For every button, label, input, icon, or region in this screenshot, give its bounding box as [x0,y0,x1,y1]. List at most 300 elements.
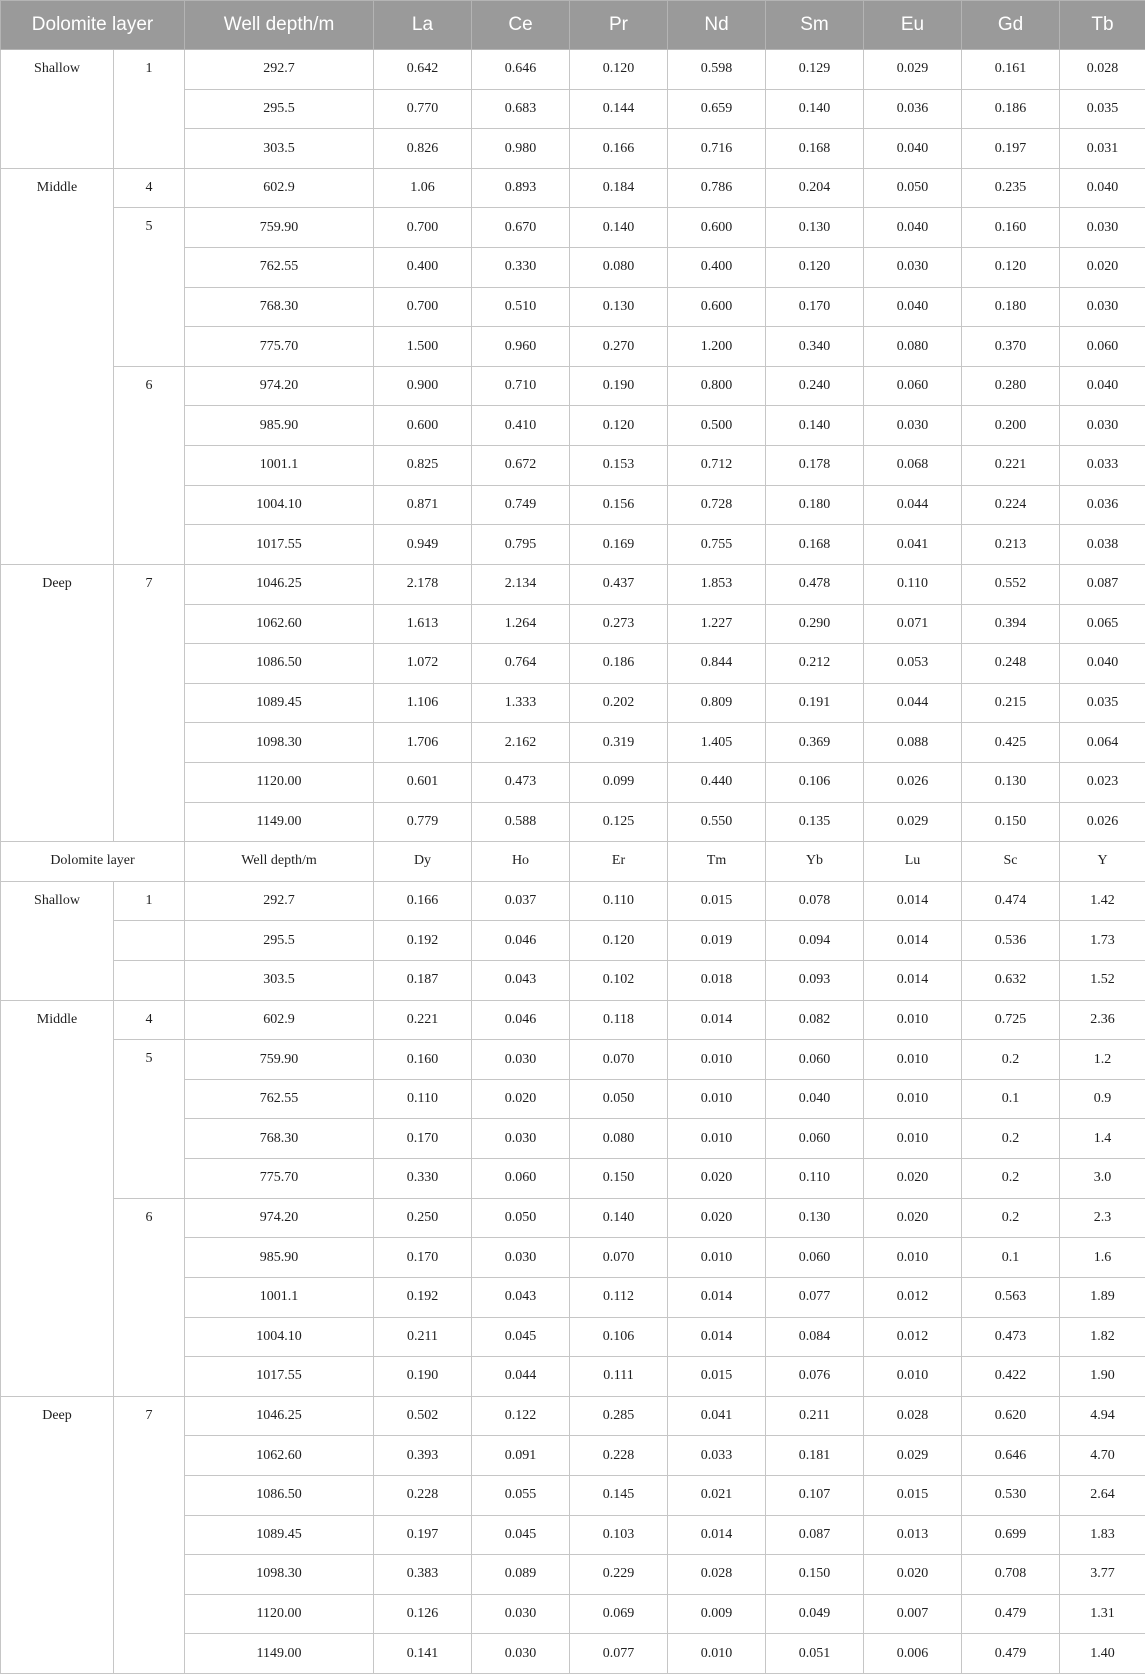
well-depth-cell: 1098.30 [185,1555,374,1595]
value-cell: 0.779 [374,802,472,842]
value-cell: 0.786 [668,168,766,208]
value-cell: 0.2 [962,1159,1060,1199]
value-cell: 0.728 [668,485,766,525]
value-cell: 0.221 [962,446,1060,486]
value-cell: 0.478 [766,564,864,604]
value-cell: 0.082 [766,1000,864,1040]
value-cell: 0.014 [668,1277,766,1317]
value-cell: 0.014 [864,881,962,921]
value-cell: 0.080 [570,1119,668,1159]
value-cell: 0.110 [374,1079,472,1119]
value-cell: 0.749 [472,485,570,525]
well-depth-cell: 303.5 [185,961,374,1001]
value-cell: 0.060 [766,1119,864,1159]
value-cell: 0.844 [668,644,766,684]
value-cell: 1.89 [1060,1277,1145,1317]
value-cell: 0.140 [766,89,864,129]
value-cell: 1.264 [472,604,570,644]
value-cell: 0.044 [472,1357,570,1397]
value-cell: 0.049 [766,1594,864,1634]
value-cell: 0.140 [766,406,864,446]
value-cell: 0.425 [962,723,1060,763]
value-cell: 0.141 [374,1634,472,1674]
value-cell: 0.202 [570,683,668,723]
value-cell: 0.010 [864,1119,962,1159]
value-cell: 0.093 [766,961,864,1001]
table-row [1,881,1145,921]
value-cell: 0.028 [1060,50,1145,90]
value-cell: 0.029 [864,50,962,90]
value-cell: 0.716 [668,129,766,169]
value-cell: 0.010 [864,1079,962,1119]
value-cell: 0.632 [962,961,1060,1001]
value-cell: 0.030 [1060,208,1145,248]
value-cell: 0.393 [374,1436,472,1476]
well-depth-cell: 1062.60 [185,1436,374,1476]
value-cell: 0.044 [864,683,962,723]
value-cell: 0.600 [668,287,766,327]
table-header-row [1,1,1145,50]
value-cell: 0.197 [962,129,1060,169]
layer-label-shallow: Shallow [1,881,114,1000]
value-cell: 0.030 [864,248,962,288]
value-cell: 1.106 [374,683,472,723]
value-cell: 0.273 [570,604,668,644]
value-cell: 1.613 [374,604,472,644]
value-cell: 2.162 [472,723,570,763]
table-body [1,50,1145,1674]
well-depth-cell: 292.7 [185,881,374,921]
value-cell: 0.473 [472,762,570,802]
value-cell: 0.659 [668,89,766,129]
value-cell: 1.31 [1060,1594,1145,1634]
value-cell: 0.006 [864,1634,962,1674]
value-cell: 0.129 [766,50,864,90]
value-cell: 0.120 [962,248,1060,288]
value-cell: 1.73 [1060,921,1145,961]
value-cell: 0.186 [570,644,668,684]
value-cell: 0.601 [374,762,472,802]
value-cell: 0.213 [962,525,1060,565]
value-cell: 0.250 [374,1198,472,1238]
value-cell: 0.020 [1060,248,1145,288]
value-cell: 0.015 [668,1357,766,1397]
value-cell: 0.140 [570,208,668,248]
layer-label-middle: Middle [1,1000,114,1396]
layer-label-middle: Middle [1,168,114,564]
value-cell: 0.078 [766,881,864,921]
value-cell: 2.3 [1060,1198,1145,1238]
value-cell: 0.700 [374,287,472,327]
value-cell: 0.009 [668,1594,766,1634]
value-cell: 0.043 [472,1277,570,1317]
value-cell: 0.089 [472,1555,570,1595]
value-cell: 0.190 [570,366,668,406]
value-cell: 0.094 [766,921,864,961]
value-cell: 0.014 [864,961,962,1001]
value-cell: 1.706 [374,723,472,763]
table-row [1,1396,1145,1436]
secondary-header-row [1,842,1145,882]
value-cell: 0.510 [472,287,570,327]
bed-number-empty [114,961,185,1001]
value-cell: 0.007 [864,1594,962,1634]
value-cell: 0.330 [472,248,570,288]
bed-number-b7: 7 [114,564,185,841]
value-cell: 0.340 [766,327,864,367]
value-cell: 0.041 [864,525,962,565]
subheader-sc: Sc [962,842,1060,882]
value-cell: 0.010 [668,1079,766,1119]
value-cell: 1.06 [374,168,472,208]
table-row [1,1198,1145,1238]
value-cell: 0.029 [864,1436,962,1476]
value-cell: 0.181 [766,1436,864,1476]
value-cell: 0.050 [864,168,962,208]
value-cell: 0.030 [472,1238,570,1278]
value-cell: 0.040 [864,208,962,248]
value-cell: 0.400 [668,248,766,288]
value-cell: 0.130 [766,208,864,248]
table-row [1,1000,1145,1040]
value-cell: 0.020 [864,1159,962,1199]
value-cell: 0.029 [864,802,962,842]
well-depth-cell: 295.5 [185,921,374,961]
well-depth-cell: 768.30 [185,287,374,327]
value-cell: 0.224 [962,485,1060,525]
value-cell: 1.2 [1060,1040,1145,1080]
value-cell: 0.699 [962,1515,1060,1555]
value-cell: 0.077 [570,1634,668,1674]
bed-number-b1: 1 [114,50,185,169]
value-cell: 0.186 [962,89,1060,129]
value-cell: 0.014 [864,921,962,961]
well-depth-cell: 985.90 [185,1238,374,1278]
value-cell: 4.70 [1060,1436,1145,1476]
value-cell: 0.050 [472,1198,570,1238]
value-cell: 0.150 [962,802,1060,842]
value-cell: 1.853 [668,564,766,604]
value-cell: 0.620 [962,1396,1060,1436]
value-cell: 0.770 [374,89,472,129]
value-cell: 0.949 [374,525,472,565]
value-cell: 0.020 [472,1079,570,1119]
value-cell: 0.014 [668,1317,766,1357]
value-cell: 0.106 [766,762,864,802]
value-cell: 0.755 [668,525,766,565]
value-cell: 0.871 [374,485,472,525]
value-cell: 1.52 [1060,961,1145,1001]
value-cell: 0.2 [962,1119,1060,1159]
value-cell: 0.036 [864,89,962,129]
value-cell: 0.980 [472,129,570,169]
well-depth-cell: 1004.10 [185,1317,374,1357]
value-cell: 0.248 [962,644,1060,684]
well-depth-cell: 1086.50 [185,644,374,684]
value-cell: 0.070 [570,1238,668,1278]
value-cell: 0.563 [962,1277,1060,1317]
value-cell: 3.0 [1060,1159,1145,1199]
value-cell: 0.588 [472,802,570,842]
value-cell: 0.280 [962,366,1060,406]
value-cell: 0.270 [570,327,668,367]
well-depth-cell: 295.5 [185,89,374,129]
value-cell: 0.235 [962,168,1060,208]
value-cell: 0.060 [864,366,962,406]
value-cell: 0.330 [374,1159,472,1199]
value-cell: 0.1 [962,1238,1060,1278]
value-cell: 0.130 [570,287,668,327]
value-cell: 0.190 [374,1357,472,1397]
bed-number-b6: 6 [114,366,185,564]
value-cell: 0.107 [766,1475,864,1515]
value-cell: 1.4 [1060,1119,1145,1159]
value-cell: 0.028 [864,1396,962,1436]
value-cell: 0.9 [1060,1079,1145,1119]
table-row [1,921,1145,961]
value-cell: 0.646 [472,50,570,90]
value-cell: 0.087 [1060,564,1145,604]
value-cell: 0.088 [864,723,962,763]
header-gd: Gd [962,1,1060,50]
value-cell: 0.110 [570,881,668,921]
value-cell: 0.500 [668,406,766,446]
value-cell: 0.319 [570,723,668,763]
value-cell: 0.394 [962,604,1060,644]
value-cell: 0.184 [570,168,668,208]
value-cell: 0.103 [570,1515,668,1555]
value-cell: 0.038 [1060,525,1145,565]
value-cell: 0.2 [962,1040,1060,1080]
table-row [1,1040,1145,1080]
header-ce: Ce [472,1,570,50]
value-cell: 0.192 [374,1277,472,1317]
value-cell: 4.94 [1060,1396,1145,1436]
well-depth-cell: 974.20 [185,366,374,406]
value-cell: 0.040 [864,129,962,169]
value-cell: 0.479 [962,1634,1060,1674]
value-cell: 0.211 [374,1317,472,1357]
value-cell: 0.166 [570,129,668,169]
value-cell: 0.215 [962,683,1060,723]
value-cell: 0.015 [668,881,766,921]
header-pr: Pr [570,1,668,50]
subheader-dolomite-layer: Dolomite layer [1,842,185,882]
bed-number-empty [114,921,185,961]
value-cell: 0.683 [472,89,570,129]
layer-label-deep: Deep [1,564,114,841]
value-cell: 0.474 [962,881,1060,921]
bed-number-b5: 5 [114,208,185,366]
value-cell: 0.010 [668,1238,766,1278]
value-cell: 0.071 [864,604,962,644]
value-cell: 0.180 [766,485,864,525]
value-cell: 0.110 [766,1159,864,1199]
value-cell: 2.134 [472,564,570,604]
value-cell: 0.112 [570,1277,668,1317]
value-cell: 0.012 [864,1277,962,1317]
subheader-ho: Ho [472,842,570,882]
value-cell: 0.020 [864,1198,962,1238]
well-depth-cell: 303.5 [185,129,374,169]
value-cell: 0.160 [962,208,1060,248]
value-cell: 0.040 [1060,366,1145,406]
subheader-y: Y [1060,842,1145,882]
value-cell: 0.1 [962,1079,1060,1119]
value-cell: 0.670 [472,208,570,248]
value-cell: 0.055 [472,1475,570,1515]
bed-number-b6: 6 [114,1198,185,1396]
value-cell: 0.809 [668,683,766,723]
value-cell: 0.010 [864,1357,962,1397]
value-cell: 0.010 [668,1119,766,1159]
value-cell: 0.550 [668,802,766,842]
table-row [1,564,1145,604]
value-cell: 0.013 [864,1515,962,1555]
value-cell: 1.200 [668,327,766,367]
value-cell: 0.161 [962,50,1060,90]
value-cell: 0.290 [766,604,864,644]
value-cell: 0.437 [570,564,668,604]
value-cell: 0.144 [570,89,668,129]
value-cell: 0.065 [1060,604,1145,644]
value-cell: 0.228 [374,1475,472,1515]
value-cell: 0.166 [374,881,472,921]
value-cell: 0.040 [864,287,962,327]
value-cell: 0.060 [766,1238,864,1278]
well-depth-cell: 1001.1 [185,1277,374,1317]
value-cell: 0.145 [570,1475,668,1515]
value-cell: 0.077 [766,1277,864,1317]
bed-number-b1: 1 [114,881,185,921]
value-cell: 0.900 [374,366,472,406]
bed-number-b4: 4 [114,168,185,208]
value-cell: 0.228 [570,1436,668,1476]
well-depth-cell: 1017.55 [185,525,374,565]
well-depth-cell: 1149.00 [185,1634,374,1674]
value-cell: 0.064 [1060,723,1145,763]
well-depth-cell: 1017.55 [185,1357,374,1397]
well-depth-cell: 762.55 [185,248,374,288]
value-cell: 0.026 [1060,802,1145,842]
value-cell: 0.068 [864,446,962,486]
well-depth-cell: 1149.00 [185,802,374,842]
value-cell: 0.053 [864,644,962,684]
value-cell: 0.126 [374,1594,472,1634]
value-cell: 1.500 [374,327,472,367]
value-cell: 0.080 [570,248,668,288]
value-cell: 0.030 [1060,406,1145,446]
value-cell: 0.473 [962,1317,1060,1357]
well-depth-cell: 1062.60 [185,604,374,644]
value-cell: 0.051 [766,1634,864,1674]
value-cell: 0.160 [374,1040,472,1080]
well-depth-cell: 1120.00 [185,1594,374,1634]
well-depth-cell: 1089.45 [185,1515,374,1555]
value-cell: 0.060 [472,1159,570,1199]
value-cell: 0.400 [374,248,472,288]
value-cell: 0.204 [766,168,864,208]
well-depth-cell: 759.90 [185,1040,374,1080]
value-cell: 0.710 [472,366,570,406]
value-cell: 0.069 [570,1594,668,1634]
value-cell: 0.070 [570,1040,668,1080]
value-cell: 0.700 [374,208,472,248]
value-cell: 0.080 [864,327,962,367]
value-cell: 0.020 [864,1555,962,1595]
value-cell: 0.010 [668,1040,766,1080]
value-cell: 0.041 [668,1396,766,1436]
value-cell: 0.030 [472,1119,570,1159]
value-cell: 0.045 [472,1515,570,1555]
subheader-yb: Yb [766,842,864,882]
value-cell: 0.170 [766,287,864,327]
subheader-lu: Lu [864,842,962,882]
value-cell: 0.764 [472,644,570,684]
value-cell: 0.020 [668,1159,766,1199]
well-depth-cell: 602.9 [185,1000,374,1040]
well-depth-cell: 759.90 [185,208,374,248]
header-eu: Eu [864,1,962,50]
value-cell: 0.125 [570,802,668,842]
value-cell: 0.030 [472,1040,570,1080]
subheader-dy: Dy [374,842,472,882]
value-cell: 0.200 [962,406,1060,446]
value-cell: 0.192 [374,921,472,961]
value-cell: 0.221 [374,1000,472,1040]
value-cell: 0.960 [472,327,570,367]
value-cell: 1.6 [1060,1238,1145,1278]
value-cell: 0.168 [766,525,864,565]
value-cell: 0.369 [766,723,864,763]
bed-number-b7: 7 [114,1396,185,1673]
value-cell: 0.178 [766,446,864,486]
value-cell: 0.030 [472,1634,570,1674]
well-depth-cell: 1004.10 [185,485,374,525]
value-cell: 0.030 [1060,287,1145,327]
value-cell: 0.043 [472,961,570,1001]
value-cell: 0.060 [1060,327,1145,367]
value-cell: 0.102 [570,961,668,1001]
well-depth-cell: 1001.1 [185,446,374,486]
value-cell: 0.600 [374,406,472,446]
value-cell: 0.046 [472,1000,570,1040]
value-cell: 0.120 [766,248,864,288]
value-cell: 3.77 [1060,1555,1145,1595]
value-cell: 0.106 [570,1317,668,1357]
value-cell: 0.191 [766,683,864,723]
well-depth-cell: 1120.00 [185,762,374,802]
value-cell: 1.90 [1060,1357,1145,1397]
table-row [1,366,1145,406]
value-cell: 0.084 [766,1317,864,1357]
value-cell: 0.035 [1060,89,1145,129]
value-cell: 0.010 [864,1238,962,1278]
subheader-er: Er [570,842,668,882]
value-cell: 0.120 [570,406,668,446]
well-depth-cell: 292.7 [185,50,374,90]
value-cell: 0.150 [766,1555,864,1595]
value-cell: 0.122 [472,1396,570,1436]
value-cell: 1.227 [668,604,766,644]
value-cell: 0.035 [1060,683,1145,723]
table-row [1,961,1145,1001]
table-row [1,208,1145,248]
value-cell: 0.893 [472,168,570,208]
header-sm: Sm [766,1,864,50]
value-cell: 0.712 [668,446,766,486]
value-cell: 0.211 [766,1396,864,1436]
